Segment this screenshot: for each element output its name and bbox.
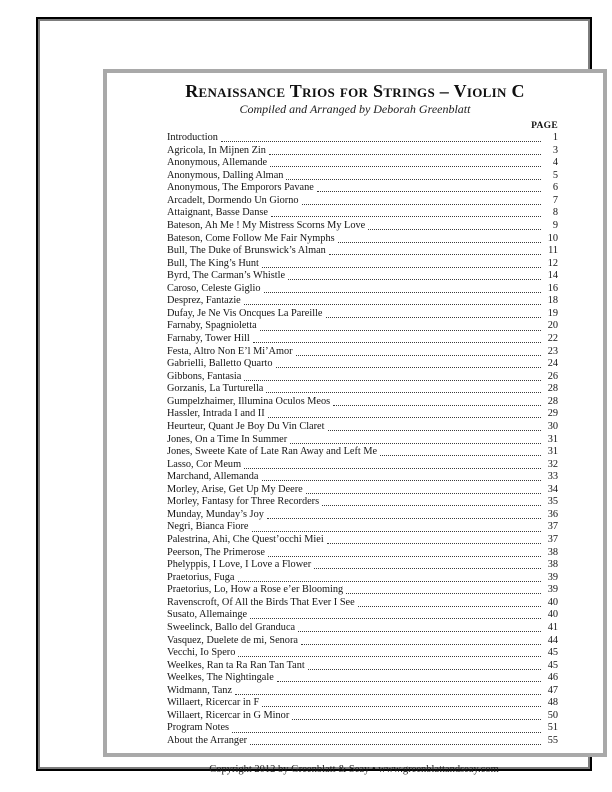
toc-entry-title: Anonymous, The Emporors Pavane (167, 182, 314, 194)
toc-entry (167, 609, 558, 622)
toc-entry (167, 182, 558, 195)
toc-entry-page: 34 (547, 483, 558, 495)
toc-entry-title: Attaignant, Basse Danse (167, 207, 268, 219)
toc-entry-page: 39 (547, 571, 558, 583)
toc-entry-title: Sweelinck, Ballo del Granduca (167, 621, 296, 633)
toc-entry (167, 346, 558, 359)
toc-entry (167, 283, 558, 296)
outer-border-frame (36, 17, 592, 775)
toc-entry-page: 41 (547, 621, 558, 633)
toc-entry (167, 597, 558, 610)
toc-entry (167, 132, 558, 145)
toc-entry-page: 32 (547, 458, 558, 470)
toc-leader-dots (238, 656, 541, 657)
toc-entry-page: 9 (552, 219, 558, 231)
toc-entry-title: Gorzanis, La Turturella (167, 383, 264, 395)
toc-leader-dots (267, 518, 541, 519)
toc-entry-title: Peerson, The Primerose (167, 546, 265, 558)
toc-leader-dots (301, 644, 541, 645)
toc-entry (167, 496, 558, 509)
toc-entry-title: Bateson, Ah Me ! My Mistress Scorns My Love (167, 219, 366, 231)
toc-entry (167, 434, 558, 447)
toc-leader-dots (262, 480, 542, 481)
toc-leader-dots (221, 141, 541, 142)
toc-entry-page: 35 (547, 496, 558, 508)
toc-leader-dots (358, 606, 541, 607)
toc-entry (167, 396, 558, 409)
toc-entry-title: Praetorius, Lo, How a Rose e’er Blooming (167, 584, 344, 596)
toc-entry (167, 509, 558, 522)
toc-entry-page: 14 (547, 270, 558, 282)
toc-leader-dots (262, 706, 541, 707)
toc-entry (167, 233, 558, 246)
toc-entry-title: Susato, Allemainge (167, 609, 248, 621)
toc-entry-title: Morley, Arise, Get Up My Deere (167, 483, 303, 495)
toc-leader-dots (266, 392, 541, 393)
toc-leader-dots (296, 355, 541, 356)
toc-entry-title: Marchand, Allemanda (167, 471, 259, 483)
toc-leader-dots (298, 631, 541, 632)
toc-entry-title: Widmann, Tanz (167, 684, 233, 696)
toc-entry (167, 534, 558, 547)
toc-entry-page: 50 (547, 709, 558, 721)
toc-leader-dots (238, 581, 542, 582)
toc-entry (167, 308, 558, 321)
toc-leader-dots (235, 694, 541, 695)
toc-entry-title: Palestrina, Ahi, Che Quest’occhi Miei (167, 534, 324, 545)
toc-leader-dots (244, 468, 541, 469)
toc-entry-page: 33 (547, 471, 558, 483)
toc-entry-title: Desprez, Fantazie (167, 295, 241, 307)
toc-leader-dots (329, 254, 541, 255)
toc-leader-dots (264, 292, 541, 293)
toc-entry-page: 28 (547, 383, 558, 395)
toc-leader-dots (338, 242, 541, 243)
page-title: Renaissance Trios for Strings – Violin C (185, 81, 525, 101)
toc-entry (167, 672, 558, 685)
toc-entry-title: Hassler, Intrada I and II (167, 408, 265, 420)
toc-entry-title: Phelyppis, I Love, I Love a Flower (167, 559, 312, 571)
toc-entry (167, 572, 558, 585)
toc-entry-title: Negri, Bianca Fiore (167, 521, 249, 533)
inner-border-line (38, 19, 590, 775)
toc-leader-dots (260, 330, 541, 331)
toc-entry (167, 471, 558, 484)
page-column-header: PAGE (531, 121, 558, 131)
toc-entry (167, 383, 558, 396)
toc-leader-dots (253, 342, 541, 343)
toc-entry-page: 20 (547, 320, 558, 332)
toc-leader-dots (322, 505, 541, 506)
toc-leader-dots (346, 593, 541, 594)
toc-entry-page: 37 (547, 521, 558, 533)
toc-entry-page: 31 (547, 446, 558, 458)
content-border-box (103, 69, 607, 757)
toc-entry-title: Anonymous, Allemande (167, 157, 268, 169)
toc-leader-dots (286, 179, 541, 180)
page-subtitle: Compiled and Arranged by Deborah Greenblatt (239, 102, 471, 116)
toc-entry-page: 1 (552, 132, 558, 143)
toc-entry-page: 40 (547, 596, 558, 608)
toc-entry-title: Farnaby, Tower Hill (167, 333, 250, 344)
toc-leader-dots (314, 568, 541, 569)
toc-entry-title: Program Notes (167, 722, 230, 734)
toc-entry-title: Heurteur, Quant Je Boy Du Vin Claret (167, 420, 325, 432)
toc-entry (167, 333, 558, 346)
toc-leader-dots (317, 191, 541, 192)
toc-entry-title: Gabrielli, Balletto Quarto (167, 358, 273, 370)
toc-entry-page: 10 (547, 232, 558, 244)
toc-leader-dots (333, 405, 541, 406)
toc-entry-page: 48 (547, 697, 558, 709)
toc-entry-title: Vecchi, Io Spero (167, 647, 236, 659)
toc-entry (167, 710, 558, 723)
toc-entry-page: 18 (547, 295, 558, 307)
toc-entry-title: Agricola, In Mijnen Zin (167, 144, 266, 156)
toc-entry (167, 685, 558, 698)
toc-entry-page: 22 (547, 333, 558, 344)
toc-entry-title: Bateson, Come Follow Me Fair Nymphs (167, 232, 335, 244)
toc-entry-title: Lasso, Cor Meum (167, 458, 242, 470)
toc-entry-page: 4 (552, 157, 558, 169)
toc-entry-title: Vasquez, Duelete de mi, Senora (167, 634, 298, 646)
toc-entry-title: Weelkes, Ran ta Ra Ran Tan Tant (167, 659, 305, 671)
toc-entry-title: Introduction (167, 132, 218, 143)
toc-entry-page: 3 (552, 144, 558, 156)
toc-entry-page: 12 (547, 257, 558, 269)
toc-entry-page: 8 (552, 207, 558, 219)
toc-leader-dots (269, 154, 541, 155)
toc-entry (167, 258, 558, 271)
toc-entry-title: Ravenscroft, Of All the Birds That Ever I See (167, 596, 355, 608)
toc-entry-page: 7 (552, 194, 558, 206)
toc-leader-dots (328, 430, 542, 431)
toc-leader-dots (250, 744, 541, 745)
toc-entry-page: 44 (547, 634, 558, 646)
toc-leader-dots (326, 317, 541, 318)
toc-leader-dots (252, 531, 542, 532)
toc-leader-dots (268, 417, 541, 418)
toc-entry-title: Bull, The Duke of Brunswick’s Alman (167, 245, 326, 257)
toc-entry (167, 358, 558, 371)
toc-entry-page: 11 (548, 245, 558, 257)
toc-leader-dots (302, 204, 541, 205)
toc-entry-page: 40 (547, 609, 558, 621)
toc-entry-title: Byrd, The Carman’s Whistle (167, 270, 286, 282)
toc-entry-page: 37 (547, 534, 558, 545)
toc-entry (167, 408, 558, 421)
toc-leader-dots (270, 166, 541, 167)
toc-entry-page: 30 (547, 420, 558, 432)
toc-entry-page: 31 (547, 433, 558, 445)
toc-leader-dots (292, 719, 541, 720)
toc-entry (167, 145, 558, 158)
toc-entry-page: 38 (547, 546, 558, 558)
toc-leader-dots (268, 556, 541, 557)
toc-entry-title: Weelkes, The Nightingale (167, 672, 274, 684)
toc-entry (167, 207, 558, 220)
toc-entry (167, 157, 558, 170)
copyright-footer: Copyright 2012 by Greenblatt & Seay • www.greenblattandseay.com (209, 764, 499, 775)
toc-entry-page: 29 (547, 408, 558, 420)
toc-leader-dots (244, 304, 541, 305)
toc-entry-title: Farnaby, Spagnioletta (167, 320, 257, 332)
toc-entry-page: 36 (547, 508, 558, 520)
toc-entry (167, 270, 558, 283)
toc-entry (167, 647, 558, 660)
toc-entry-title: Caroso, Celeste Giglio (167, 282, 261, 294)
toc-entry-title: Dufay, Je Ne Vis Oncques La Pareille (167, 307, 323, 319)
toc-leader-dots (244, 380, 541, 381)
toc-list (167, 132, 558, 748)
toc-entry-page: 39 (547, 584, 558, 596)
toc-entry-title: Willaert, Ricercar in G Minor (167, 709, 290, 721)
toc-entry (167, 547, 558, 560)
toc-entry-page: 55 (547, 735, 558, 746)
toc-entry-page: 6 (552, 182, 558, 194)
toc-leader-dots (232, 732, 541, 733)
toc-leader-dots (277, 681, 541, 682)
toc-entry-page: 16 (547, 282, 558, 294)
toc-leader-dots (290, 443, 541, 444)
toc-entry-page: 5 (552, 169, 558, 181)
toc-leader-dots (288, 279, 541, 280)
toc-entry-page: 45 (547, 647, 558, 659)
toc-entry-page: 28 (547, 395, 558, 407)
toc-entry-page: 19 (547, 307, 558, 319)
toc-leader-dots (327, 543, 541, 544)
toc-entry-title: Bull, The King’s Hunt (167, 257, 259, 269)
toc-entry (167, 421, 558, 434)
toc-entry-page: 26 (547, 370, 558, 382)
toc-entry (167, 195, 558, 208)
toc-entry-title: About the Arranger (167, 735, 248, 746)
toc-leader-dots (308, 669, 541, 670)
toc-entry (167, 295, 558, 308)
toc-entry-page: 24 (547, 358, 558, 370)
toc-entry (167, 622, 558, 635)
toc-entry-page: 38 (547, 559, 558, 571)
toc-entry-title: Gibbons, Fantasia (167, 370, 242, 382)
toc-entry (167, 584, 558, 597)
toc-entry (167, 484, 558, 497)
toc-leader-dots (276, 367, 541, 368)
toc-leader-dots (380, 455, 541, 456)
toc-entry-title: Gumpelzhaimer, Illumina Oculos Meos (167, 395, 331, 407)
toc-leader-dots (271, 216, 541, 217)
toc-entry (167, 446, 558, 459)
toc-entry-title: Morley, Fantasy for Three Recorders (167, 496, 320, 508)
toc-entry-page: 45 (547, 659, 558, 671)
toc-leader-dots (368, 229, 541, 230)
toc-entry (167, 245, 558, 258)
toc-entry-title: Jones, On a Time In Summer (167, 433, 288, 445)
toc-entry (167, 697, 558, 710)
toc-entry (167, 559, 558, 572)
toc-entry-title: Willaert, Ricercar in F (167, 697, 260, 709)
toc-leader-dots (262, 267, 541, 268)
toc-entry-title: Anonymous, Dalling Alman (167, 169, 284, 181)
toc-entry-page: 51 (547, 722, 558, 734)
toc-entry (167, 735, 558, 748)
toc-entry-title: Jones, Sweete Kate of Late Ran Away and Left Me (167, 446, 378, 458)
toc-entry (167, 371, 558, 384)
toc-entry-title: Arcadelt, Dormendo Un Giorno (167, 194, 299, 206)
toc-leader-dots (250, 618, 541, 619)
toc-entry-title: Munday, Munday’s Joy (167, 508, 264, 520)
toc-entry-page: 23 (547, 345, 558, 357)
toc-entry (167, 635, 558, 648)
toc-entry-page: 47 (547, 684, 558, 696)
toc-entry (167, 521, 558, 534)
toc-entry-title: Festa, Altro Non E’l Mi’Amor (167, 345, 293, 357)
toc-entry (167, 220, 558, 233)
toc-entry (167, 722, 558, 735)
toc-entry-title: Praetorius, Fuga (167, 571, 235, 583)
toc-entry (167, 459, 558, 472)
toc-entry (167, 320, 558, 333)
toc-entry-page: 46 (547, 672, 558, 684)
toc-leader-dots (306, 493, 541, 494)
toc-entry (167, 660, 558, 673)
toc-entry (167, 170, 558, 183)
